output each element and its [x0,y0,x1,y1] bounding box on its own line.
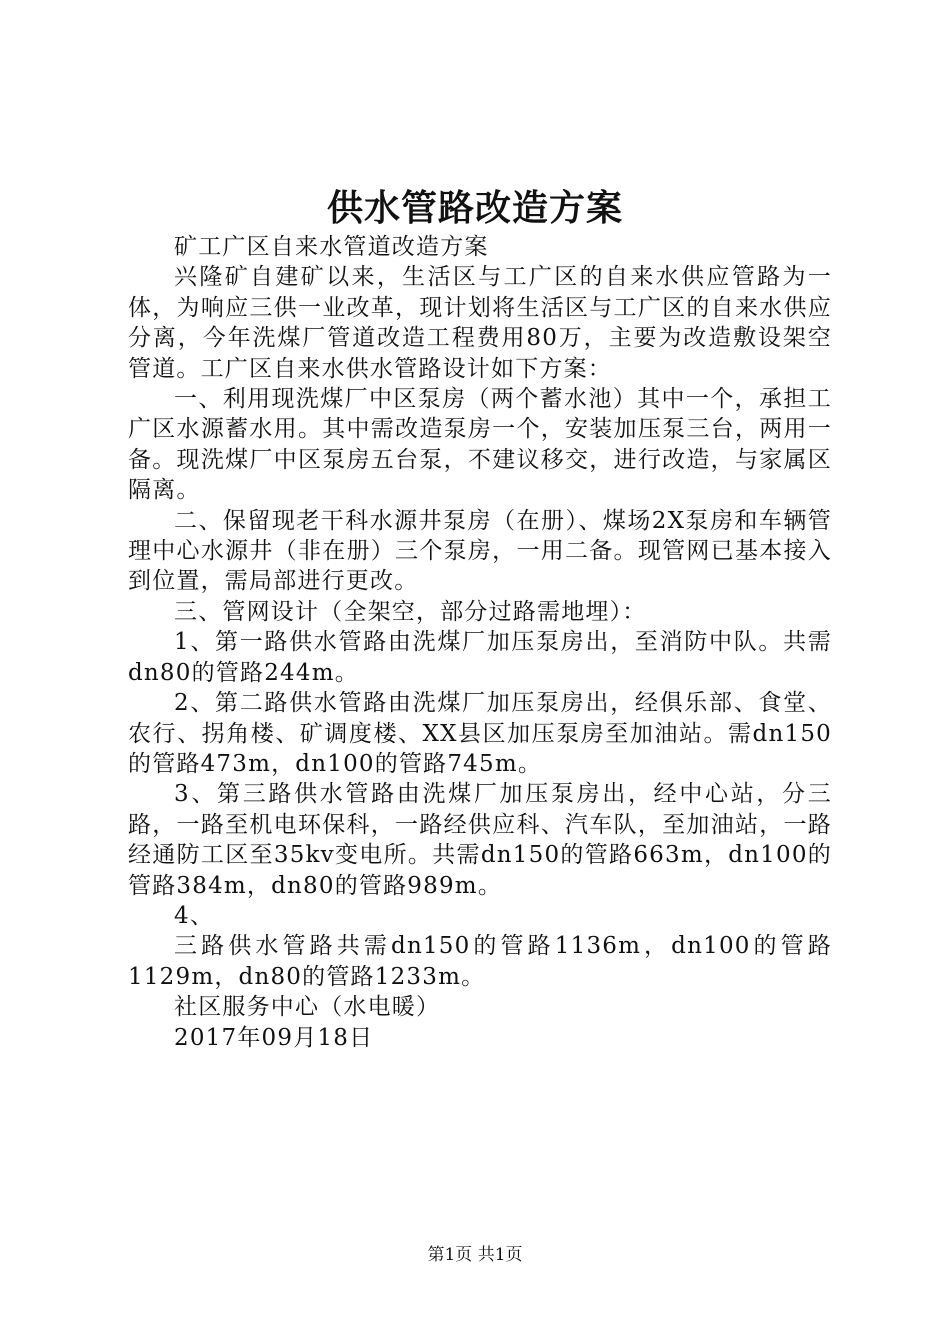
page-footer: 第1页 共1页 [427,1245,523,1265]
item-four-label: 4、 [174,902,215,929]
intro-paragraph: 兴隆矿自建矿以来，生活区与工广区的自来水供应管路为一体，为响应三供一业改革，现计划将生活区与工广区的自来水供应分离，今年洗煤厂管道改造工程费用80万，主要为改造敷设架空管道。工广区自来水供水管路设计如下方案： [128,264,832,382]
section-one-paragraph: 一、利用现洗煤厂中区泵房（两个蓄水池）其中一个，承担工广区水源蓄水用。其中需改造泵房一个，安装加压泵三台，两用一备。现洗煤厂中区泵房五台泵，不建议移交，进行改造，与家属区隔离。 [128,386,832,504]
route-one-paragraph: 1、第一路供水管路由洗煤厂加压泵房出，至消防中队。共需dn80的管路244m。 [128,629,832,686]
document-body [128,232,832,1053]
section-two-paragraph: 二、保留现老干科水源井泵房（在册）、煤场2X泵房和车辆管理中心水源井（非在册）三个泵房，一用二备。现管网已基本接入到位置，需局部进行更改。 [128,507,832,595]
document-title: 供水管路改造方案 [326,187,623,229]
total-paragraph: 三路供水管路共需dn150的管路1136m，dn100的管路1129m，dn80的管路1233m。 [128,933,832,990]
route-two-paragraph: 2、第二路供水管路由洗煤厂加压泵房出，经俱乐部、食堂、农行、拐角楼、矿调度楼、XX县区加压泵房至加油站。需dn150的管路473m，dn100的管路745m。 [128,690,832,777]
signature-date: 2017年09月18日 [174,1024,374,1051]
signature-organization: 社区服务中心（水电暖） [174,994,441,1021]
subtitle-paragraph: 矿工广区自来水管道改造方案 [174,234,489,260]
route-three-paragraph: 3、第三路供水管路由洗煤厂加压泵房出，经中心站，分三路，一路至机电环保科，一路经供应科、汽车队，至加油站，一路经通防工区至35kv变电所。共需dn150的管路663m，dn100的管路384m，dn80的管路989m。 [128,781,832,899]
section-three-heading: 三、管网设计（全架空，部分过路需地埋）： [174,598,647,625]
